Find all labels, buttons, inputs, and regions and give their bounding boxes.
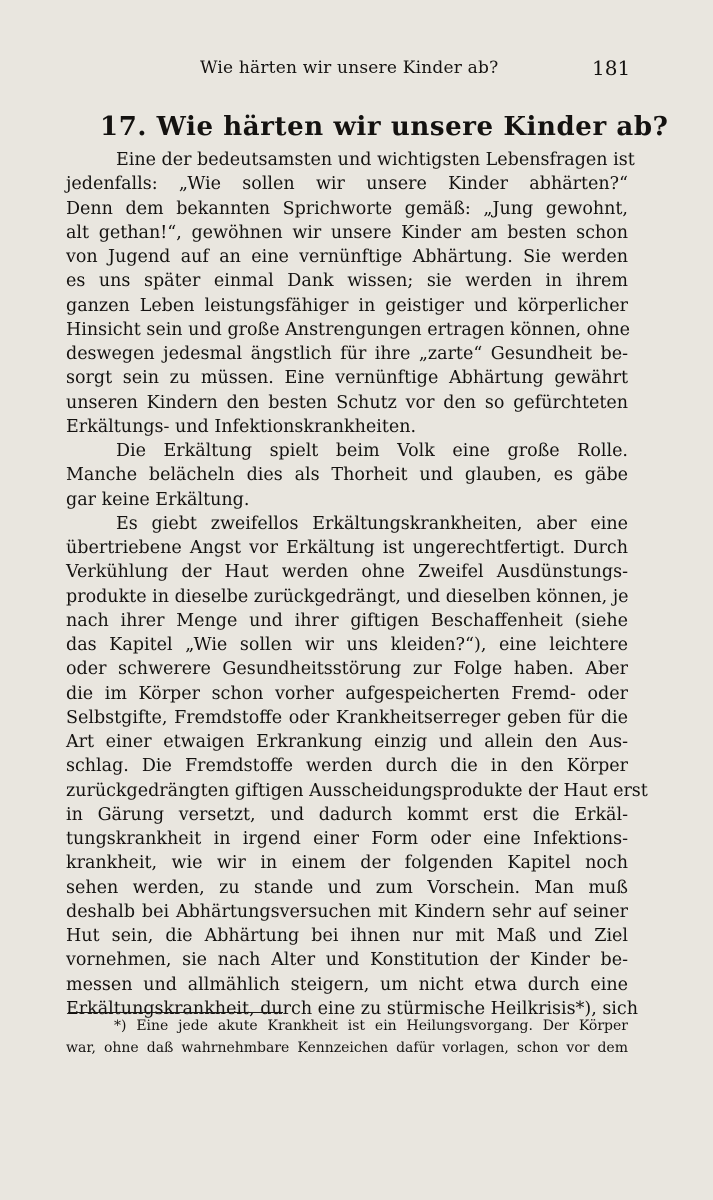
text-line: zurückgedrängten giftigen Ausscheidungsprodukte der Haut erst xyxy=(66,780,648,801)
text-line: es uns später einmal Dank wissen; sie werden in ihrem xyxy=(66,271,628,292)
text-line: Denn dem bekannten Sprichworte gemäß: „Jung gewohnt, xyxy=(66,198,628,219)
text-line: Es giebt zweifellos Erkältungskrankheiten, aber eine xyxy=(116,513,628,534)
text-line: Erkältungs- und Infektionskrankheiten. xyxy=(66,416,417,437)
chapter-heading: 17. Wie härten wir unsere Kinder ab? xyxy=(100,112,669,142)
text-line: unseren Kindern den besten Schutz vor den so gefürchteten xyxy=(66,392,628,413)
text-line: Hut sein, die Abhärtung bei ihnen nur mit Maß und Ziel xyxy=(66,926,628,946)
text-line: sorgt sein zu müssen. Eine vernünftige Abhärtung gewährt xyxy=(66,368,628,389)
running-head xyxy=(0,58,713,84)
text-line: Verkühlung der Haut werden ohne Zweifel Ausdünstungs- xyxy=(66,562,628,583)
footnotes xyxy=(66,1015,628,1059)
text-line: sehen werden, zu stande und zum Vorschein. Man muß xyxy=(66,877,628,898)
text-line: tungskrankheit in irgend einer Form oder eine Infektions- xyxy=(66,829,628,849)
text-line: alt gethan!“, gewöhnen wir unsere Kinder am besten schon xyxy=(66,222,628,243)
running-title: Wie härten wir unsere Kinder ab? xyxy=(200,58,499,78)
text-line: Die Erkältung spielt beim Volk eine große Rolle. xyxy=(116,441,628,461)
text-line: schlag. Die Fremdstoffe werden durch die in den Körper xyxy=(66,756,628,777)
body-text xyxy=(66,148,648,1021)
text-line: produkte in dieselbe zurückgedrängt, und dieselben können, je xyxy=(66,586,629,607)
text-line: vornehmen, sie nach Alter und Konstitution der Kinder be- xyxy=(66,950,628,971)
text-line: oder schwerere Gesundheitsstörung zur Folge haben. Aber xyxy=(66,659,628,680)
text-line: Hinsicht sein und große Anstrengungen ertragen können, ohne xyxy=(66,319,631,340)
text-line: jedenfalls: „Wie sollen wir unsere Kinder abhärten?“ xyxy=(66,174,628,195)
page-number: 181 xyxy=(592,56,631,80)
text-line: Art einer etwaigen Erkrankung einzig und allein den Aus- xyxy=(66,732,628,752)
text-line: Erkältungskrankheit, durch eine zu stürmische Heilkrisis*), sich xyxy=(66,998,638,1019)
text-line: Manche belächeln dies als Thorheit und glauben, es gäbe xyxy=(66,465,628,486)
text-line: ganzen Leben leistungsfähiger in geistiger und körperlicher xyxy=(66,295,628,316)
footnote-line: war, ohne daß wahrnehmbare Kennzeichen dafür vorlagen, schon vor dem xyxy=(66,1040,628,1056)
text-line: nach ihrer Menge und ihrer giftigen Beschaffenheit (siehe xyxy=(66,610,628,631)
text-line: deshalb bei Abhärtungsversuchen mit Kindern sehr auf seiner xyxy=(66,901,628,922)
text-line: Eine der bedeutsamsten und wichtigsten Lebensfragen ist xyxy=(116,150,635,170)
text-line: übertriebene Angst vor Erkältung ist ungerechtfertigt. Durch xyxy=(66,538,628,558)
text-line: messen und allmählich steigern, um nicht etwa durch eine xyxy=(66,974,628,995)
text-line: von Jugend auf an eine vernünftige Abhärtung. Sie werden xyxy=(66,247,628,267)
footnote-divider xyxy=(68,1012,283,1013)
text-line: krankheit, wie wir in einem der folgenden Kapitel noch xyxy=(66,853,628,874)
text-line: die im Körper schon vorher aufgespeicherten Fremd- oder xyxy=(66,683,628,704)
footnote-line: *) Eine jede akute Krankheit ist ein Heilungsvorgang. Der Körper xyxy=(114,1018,628,1034)
text-line: deswegen jedesmal ängstlich für ihre „zarte“ Gesundheit be- xyxy=(66,344,628,364)
text-line: gar keine Erkältung. xyxy=(66,489,250,510)
text-line: in Gärung versetzt, und dadurch kommt erst die Erkäl- xyxy=(66,804,628,825)
text-line: Selbstgifte, Fremdstoffe oder Krankheitserreger geben für die xyxy=(66,707,628,728)
text-line: das Kapitel „Wie sollen wir uns kleiden?“), eine leichtere xyxy=(66,635,628,655)
